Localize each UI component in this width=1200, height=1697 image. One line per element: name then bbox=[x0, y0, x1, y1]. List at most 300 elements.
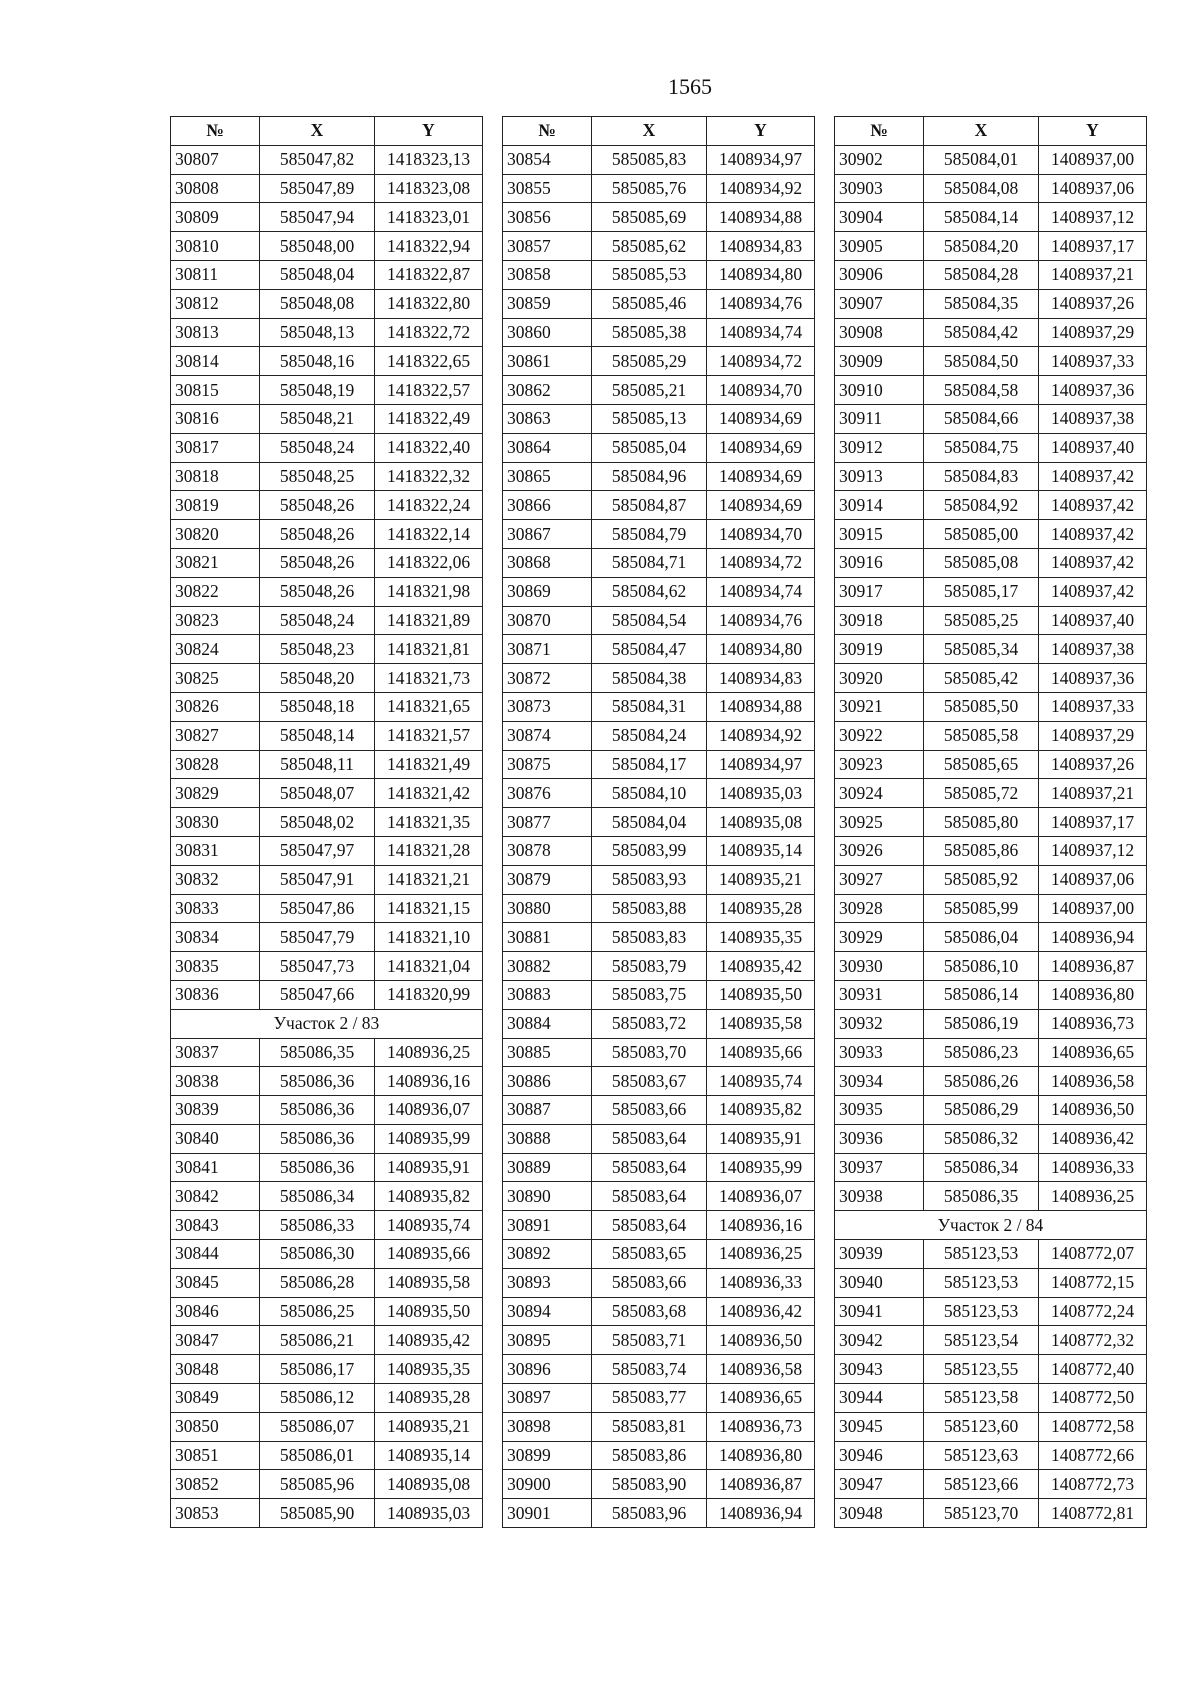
cell-number: 30879 bbox=[503, 865, 592, 894]
cell-number: 30852 bbox=[171, 1470, 260, 1499]
cell-y: 1408935,50 bbox=[707, 980, 815, 1009]
cell-x: 585084,79 bbox=[592, 520, 707, 549]
table-row bbox=[835, 318, 1147, 347]
table-row bbox=[171, 1153, 483, 1182]
cell-number: 30918 bbox=[835, 606, 924, 635]
cell-x: 585085,17 bbox=[924, 577, 1039, 606]
cell-number: 30935 bbox=[835, 1096, 924, 1125]
cell-number: 30833 bbox=[171, 894, 260, 923]
cell-y: 1408934,69 bbox=[707, 433, 815, 462]
cell-x: 585083,65 bbox=[592, 1240, 707, 1269]
cell-number: 30834 bbox=[171, 923, 260, 952]
table-row bbox=[835, 232, 1147, 261]
cell-number: 30858 bbox=[503, 260, 592, 289]
cell-y: 1418322,06 bbox=[375, 548, 483, 577]
cell-y: 1408935,03 bbox=[707, 779, 815, 808]
cell-number: 30841 bbox=[171, 1153, 260, 1182]
cell-x: 585086,23 bbox=[924, 1038, 1039, 1067]
table-row bbox=[503, 836, 815, 865]
cell-number: 30888 bbox=[503, 1124, 592, 1153]
cell-x: 585085,25 bbox=[924, 606, 1039, 635]
cell-number: 30886 bbox=[503, 1067, 592, 1096]
cell-y: 1408935,58 bbox=[707, 1009, 815, 1038]
cell-number: 30927 bbox=[835, 865, 924, 894]
cell-x: 585048,20 bbox=[260, 664, 375, 693]
table-row bbox=[171, 836, 483, 865]
cell-number: 30916 bbox=[835, 548, 924, 577]
cell-x: 585048,24 bbox=[260, 606, 375, 635]
table-row bbox=[171, 808, 483, 837]
table-row bbox=[503, 1326, 815, 1355]
cell-number: 30862 bbox=[503, 376, 592, 405]
table-row bbox=[835, 260, 1147, 289]
table-row bbox=[503, 577, 815, 606]
cell-x: 585085,42 bbox=[924, 664, 1039, 693]
header-number: № bbox=[503, 117, 592, 146]
cell-y: 1408935,82 bbox=[707, 1096, 815, 1125]
cell-number: 30887 bbox=[503, 1096, 592, 1125]
cell-y: 1408936,65 bbox=[707, 1384, 815, 1413]
table-row bbox=[171, 1182, 483, 1211]
cell-x: 585084,28 bbox=[924, 260, 1039, 289]
cell-y: 1408936,33 bbox=[707, 1268, 815, 1297]
cell-x: 585085,13 bbox=[592, 404, 707, 433]
cell-number: 30904 bbox=[835, 203, 924, 232]
table-row bbox=[503, 520, 815, 549]
cell-y: 1408935,82 bbox=[375, 1182, 483, 1211]
cell-number: 30865 bbox=[503, 462, 592, 491]
cell-number: 30892 bbox=[503, 1240, 592, 1269]
table-row bbox=[503, 664, 815, 693]
cell-number: 30864 bbox=[503, 433, 592, 462]
cell-x: 585085,34 bbox=[924, 635, 1039, 664]
table-row bbox=[503, 692, 815, 721]
cell-y: 1418321,73 bbox=[375, 664, 483, 693]
cell-number: 30900 bbox=[503, 1470, 592, 1499]
cell-y: 1418321,35 bbox=[375, 808, 483, 837]
cell-x: 585084,20 bbox=[924, 232, 1039, 261]
table-row bbox=[503, 1182, 815, 1211]
cell-number: 30901 bbox=[503, 1499, 592, 1528]
cell-number: 30938 bbox=[835, 1182, 924, 1211]
table-row bbox=[503, 1009, 815, 1038]
cell-x: 585086,32 bbox=[924, 1124, 1039, 1153]
table-row bbox=[503, 952, 815, 981]
cell-y: 1418322,94 bbox=[375, 232, 483, 261]
cell-y: 1408934,70 bbox=[707, 376, 815, 405]
table-row bbox=[503, 894, 815, 923]
cell-number: 30846 bbox=[171, 1297, 260, 1326]
cell-y: 1408934,83 bbox=[707, 232, 815, 261]
cell-number: 30876 bbox=[503, 779, 592, 808]
cell-x: 585086,01 bbox=[260, 1441, 375, 1470]
cell-number: 30836 bbox=[171, 980, 260, 1009]
table-row bbox=[171, 750, 483, 779]
table-row bbox=[503, 145, 815, 174]
cell-x: 585083,68 bbox=[592, 1297, 707, 1326]
cell-y: 1408936,25 bbox=[1039, 1182, 1147, 1211]
table-row bbox=[171, 865, 483, 894]
table-row bbox=[503, 462, 815, 491]
table-row bbox=[503, 347, 815, 376]
cell-x: 585047,97 bbox=[260, 836, 375, 865]
cell-y: 1408936,50 bbox=[1039, 1096, 1147, 1125]
cell-x: 585048,26 bbox=[260, 520, 375, 549]
cell-y: 1408935,08 bbox=[707, 808, 815, 837]
table-row bbox=[835, 692, 1147, 721]
table-row bbox=[171, 1067, 483, 1096]
cell-x: 585123,70 bbox=[924, 1499, 1039, 1528]
cell-y: 1408935,99 bbox=[707, 1153, 815, 1182]
cell-y: 1408936,25 bbox=[707, 1240, 815, 1269]
cell-x: 585083,83 bbox=[592, 923, 707, 952]
cell-number: 30829 bbox=[171, 779, 260, 808]
table-row bbox=[835, 980, 1147, 1009]
cell-x: 585084,92 bbox=[924, 491, 1039, 520]
cell-y: 1408937,42 bbox=[1039, 491, 1147, 520]
cell-x: 585083,77 bbox=[592, 1384, 707, 1413]
cell-number: 30882 bbox=[503, 952, 592, 981]
cell-number: 30885 bbox=[503, 1038, 592, 1067]
cell-y: 1408935,28 bbox=[375, 1384, 483, 1413]
cell-y: 1408937,36 bbox=[1039, 376, 1147, 405]
page-number: 1565 bbox=[668, 74, 712, 99]
table-row bbox=[503, 1067, 815, 1096]
cell-y: 1408934,80 bbox=[707, 635, 815, 664]
cell-x: 585086,12 bbox=[260, 1384, 375, 1413]
cell-y: 1418322,80 bbox=[375, 289, 483, 318]
cell-x: 585048,26 bbox=[260, 548, 375, 577]
cell-y: 1408935,66 bbox=[707, 1038, 815, 1067]
table-row bbox=[835, 1441, 1147, 1470]
cell-y: 1418322,65 bbox=[375, 347, 483, 376]
cell-number: 30816 bbox=[171, 404, 260, 433]
cell-number: 30891 bbox=[503, 1211, 592, 1240]
cell-number: 30907 bbox=[835, 289, 924, 318]
cell-y: 1418320,99 bbox=[375, 980, 483, 1009]
cell-number: 30860 bbox=[503, 318, 592, 347]
cell-x: 585083,72 bbox=[592, 1009, 707, 1038]
cell-x: 585083,86 bbox=[592, 1441, 707, 1470]
cell-x: 585084,54 bbox=[592, 606, 707, 635]
table-row bbox=[171, 318, 483, 347]
table-row bbox=[503, 779, 815, 808]
cell-x: 585086,07 bbox=[260, 1412, 375, 1441]
cell-y: 1408935,74 bbox=[375, 1211, 483, 1240]
cell-y: 1408937,33 bbox=[1039, 347, 1147, 376]
cell-x: 585085,46 bbox=[592, 289, 707, 318]
table-row bbox=[835, 462, 1147, 491]
cell-number: 30859 bbox=[503, 289, 592, 318]
table-row bbox=[171, 1124, 483, 1153]
cell-number: 30874 bbox=[503, 721, 592, 750]
cell-x: 585048,08 bbox=[260, 289, 375, 318]
cell-x: 585084,42 bbox=[924, 318, 1039, 347]
cell-number: 30941 bbox=[835, 1297, 924, 1326]
cell-number: 30863 bbox=[503, 404, 592, 433]
table-row bbox=[503, 548, 815, 577]
cell-x: 585047,66 bbox=[260, 980, 375, 1009]
cell-y: 1408934,97 bbox=[707, 145, 815, 174]
table-row bbox=[171, 1096, 483, 1125]
cell-number: 30884 bbox=[503, 1009, 592, 1038]
cell-y: 1408936,07 bbox=[375, 1096, 483, 1125]
cell-x: 585123,53 bbox=[924, 1297, 1039, 1326]
cell-y: 1408772,81 bbox=[1039, 1499, 1147, 1528]
cell-number: 30826 bbox=[171, 692, 260, 721]
cell-x: 585085,69 bbox=[592, 203, 707, 232]
table-row bbox=[835, 1182, 1147, 1211]
table-row bbox=[835, 808, 1147, 837]
cell-y: 1408937,00 bbox=[1039, 145, 1147, 174]
cell-number: 30943 bbox=[835, 1355, 924, 1384]
cell-number: 30932 bbox=[835, 1009, 924, 1038]
cell-y: 1418322,49 bbox=[375, 404, 483, 433]
cell-x: 585086,34 bbox=[924, 1153, 1039, 1182]
table-row bbox=[503, 1355, 815, 1384]
cell-y: 1408935,91 bbox=[707, 1124, 815, 1153]
cell-number: 30922 bbox=[835, 721, 924, 750]
cell-y: 1408937,06 bbox=[1039, 174, 1147, 203]
cell-y: 1408935,14 bbox=[375, 1441, 483, 1470]
cell-y: 1408936,25 bbox=[375, 1038, 483, 1067]
cell-number: 30853 bbox=[171, 1499, 260, 1528]
header-x: X bbox=[260, 117, 375, 146]
cell-number: 30818 bbox=[171, 462, 260, 491]
table-row bbox=[835, 1326, 1147, 1355]
cell-y: 1418321,04 bbox=[375, 952, 483, 981]
cell-x: 585086,28 bbox=[260, 1268, 375, 1297]
table-row bbox=[171, 1355, 483, 1384]
cell-x: 585085,58 bbox=[924, 721, 1039, 750]
table-row bbox=[835, 1240, 1147, 1269]
cell-x: 585083,64 bbox=[592, 1211, 707, 1240]
table-row bbox=[503, 923, 815, 952]
cell-x: 585048,25 bbox=[260, 462, 375, 491]
cell-x: 585123,55 bbox=[924, 1355, 1039, 1384]
table-row bbox=[171, 203, 483, 232]
cell-number: 30911 bbox=[835, 404, 924, 433]
cell-number: 30871 bbox=[503, 635, 592, 664]
cell-number: 30808 bbox=[171, 174, 260, 203]
cell-y: 1408936,94 bbox=[1039, 923, 1147, 952]
cell-y: 1408936,58 bbox=[1039, 1067, 1147, 1096]
cell-x: 585084,04 bbox=[592, 808, 707, 837]
table-row bbox=[503, 980, 815, 1009]
cell-x: 585085,65 bbox=[924, 750, 1039, 779]
cell-x: 585085,38 bbox=[592, 318, 707, 347]
cell-y: 1408935,14 bbox=[707, 836, 815, 865]
table-row bbox=[171, 952, 483, 981]
cell-x: 585086,36 bbox=[260, 1067, 375, 1096]
cell-y: 1418322,87 bbox=[375, 260, 483, 289]
cell-number: 30821 bbox=[171, 548, 260, 577]
cell-x: 585085,96 bbox=[260, 1470, 375, 1499]
cell-y: 1408937,21 bbox=[1039, 779, 1147, 808]
cell-number: 30878 bbox=[503, 836, 592, 865]
cell-number: 30838 bbox=[171, 1067, 260, 1096]
cell-number: 30946 bbox=[835, 1441, 924, 1470]
cell-y: 1408937,12 bbox=[1039, 836, 1147, 865]
cell-y: 1408936,58 bbox=[707, 1355, 815, 1384]
cell-number: 30945 bbox=[835, 1412, 924, 1441]
cell-x: 585085,53 bbox=[592, 260, 707, 289]
cell-y: 1418321,57 bbox=[375, 721, 483, 750]
table-row bbox=[835, 520, 1147, 549]
cell-y: 1408772,24 bbox=[1039, 1297, 1147, 1326]
cell-y: 1408934,76 bbox=[707, 606, 815, 635]
cell-y: 1408936,94 bbox=[707, 1499, 815, 1528]
table-row bbox=[503, 1240, 815, 1269]
cell-x: 585123,60 bbox=[924, 1412, 1039, 1441]
cell-x: 585048,24 bbox=[260, 433, 375, 462]
cell-number: 30810 bbox=[171, 232, 260, 261]
table-row bbox=[171, 289, 483, 318]
cell-number: 30867 bbox=[503, 520, 592, 549]
cell-number: 30921 bbox=[835, 692, 924, 721]
table-row bbox=[835, 664, 1147, 693]
cell-number: 30889 bbox=[503, 1153, 592, 1182]
cell-y: 1418322,72 bbox=[375, 318, 483, 347]
cell-number: 30875 bbox=[503, 750, 592, 779]
cell-number: 30842 bbox=[171, 1182, 260, 1211]
cell-number: 30912 bbox=[835, 433, 924, 462]
section-title: Участок 2 / 83 bbox=[171, 1009, 483, 1038]
cell-number: 30873 bbox=[503, 692, 592, 721]
cell-y: 1408935,08 bbox=[375, 1470, 483, 1499]
cell-x: 585048,26 bbox=[260, 491, 375, 520]
cell-number: 30940 bbox=[835, 1268, 924, 1297]
cell-number: 30924 bbox=[835, 779, 924, 808]
cell-x: 585084,83 bbox=[924, 462, 1039, 491]
cell-number: 30931 bbox=[835, 980, 924, 1009]
cell-number: 30906 bbox=[835, 260, 924, 289]
cell-number: 30934 bbox=[835, 1067, 924, 1096]
table-row bbox=[171, 347, 483, 376]
cell-number: 30856 bbox=[503, 203, 592, 232]
cell-number: 30877 bbox=[503, 808, 592, 837]
cell-number: 30861 bbox=[503, 347, 592, 376]
table-row bbox=[835, 635, 1147, 664]
cell-y: 1408772,32 bbox=[1039, 1326, 1147, 1355]
table-row bbox=[171, 232, 483, 261]
table-row bbox=[503, 289, 815, 318]
cell-x: 585047,73 bbox=[260, 952, 375, 981]
cell-y: 1408936,80 bbox=[707, 1441, 815, 1470]
table-row bbox=[835, 923, 1147, 952]
cell-x: 585084,14 bbox=[924, 203, 1039, 232]
cell-x: 585048,07 bbox=[260, 779, 375, 808]
table-row bbox=[503, 433, 815, 462]
cell-x: 585047,86 bbox=[260, 894, 375, 923]
cell-number: 30824 bbox=[171, 635, 260, 664]
cell-x: 585083,96 bbox=[592, 1499, 707, 1528]
cell-x: 585123,63 bbox=[924, 1441, 1039, 1470]
table-row bbox=[503, 1096, 815, 1125]
cell-y: 1408934,72 bbox=[707, 548, 815, 577]
cell-x: 585086,21 bbox=[260, 1326, 375, 1355]
cell-x: 585083,90 bbox=[592, 1470, 707, 1499]
section-row bbox=[171, 1009, 483, 1038]
table-row bbox=[835, 376, 1147, 405]
cell-number: 30855 bbox=[503, 174, 592, 203]
table-row bbox=[835, 606, 1147, 635]
cell-x: 585048,26 bbox=[260, 577, 375, 606]
table-row bbox=[503, 174, 815, 203]
cell-x: 585047,89 bbox=[260, 174, 375, 203]
table-row bbox=[503, 232, 815, 261]
cell-number: 30815 bbox=[171, 376, 260, 405]
cell-y: 1408935,74 bbox=[707, 1067, 815, 1096]
cell-number: 30903 bbox=[835, 174, 924, 203]
cell-number: 30872 bbox=[503, 664, 592, 693]
cell-number: 30933 bbox=[835, 1038, 924, 1067]
cell-y: 1408934,69 bbox=[707, 462, 815, 491]
cell-y: 1408935,42 bbox=[375, 1326, 483, 1355]
cell-x: 585085,92 bbox=[924, 865, 1039, 894]
cell-number: 30908 bbox=[835, 318, 924, 347]
cell-number: 30914 bbox=[835, 491, 924, 520]
cell-number: 30857 bbox=[503, 232, 592, 261]
cell-y: 1408772,58 bbox=[1039, 1412, 1147, 1441]
table-row bbox=[171, 779, 483, 808]
cell-number: 30869 bbox=[503, 577, 592, 606]
table-row bbox=[835, 1067, 1147, 1096]
table-row bbox=[503, 1124, 815, 1153]
cell-y: 1408935,50 bbox=[375, 1297, 483, 1326]
cell-y: 1408936,87 bbox=[707, 1470, 815, 1499]
cell-x: 585086,36 bbox=[260, 1124, 375, 1153]
table-row bbox=[835, 721, 1147, 750]
cell-y: 1408937,26 bbox=[1039, 289, 1147, 318]
table-row bbox=[835, 1470, 1147, 1499]
table-row bbox=[835, 433, 1147, 462]
cell-y: 1408934,83 bbox=[707, 664, 815, 693]
cell-x: 585086,30 bbox=[260, 1240, 375, 1269]
cell-y: 1408934,92 bbox=[707, 174, 815, 203]
cell-x: 585083,67 bbox=[592, 1067, 707, 1096]
table-row bbox=[171, 1384, 483, 1413]
cell-number: 30920 bbox=[835, 664, 924, 693]
cell-x: 585086,26 bbox=[924, 1067, 1039, 1096]
cell-number: 30811 bbox=[171, 260, 260, 289]
cell-number: 30913 bbox=[835, 462, 924, 491]
cell-x: 585085,29 bbox=[592, 347, 707, 376]
cell-number: 30814 bbox=[171, 347, 260, 376]
table-row bbox=[171, 520, 483, 549]
header-row bbox=[835, 117, 1147, 146]
cell-x: 585123,66 bbox=[924, 1470, 1039, 1499]
table-row bbox=[835, 1268, 1147, 1297]
table-row bbox=[835, 836, 1147, 865]
cell-x: 585083,81 bbox=[592, 1412, 707, 1441]
table-row bbox=[171, 1038, 483, 1067]
cell-x: 585083,79 bbox=[592, 952, 707, 981]
table-row bbox=[835, 1009, 1147, 1038]
cell-number: 30942 bbox=[835, 1326, 924, 1355]
table-row bbox=[171, 1240, 483, 1269]
cell-y: 1408934,74 bbox=[707, 318, 815, 347]
cell-x: 585085,80 bbox=[924, 808, 1039, 837]
table-row bbox=[835, 1297, 1147, 1326]
table-row bbox=[503, 1153, 815, 1182]
cell-number: 30909 bbox=[835, 347, 924, 376]
table-row bbox=[835, 1153, 1147, 1182]
cell-y: 1418323,01 bbox=[375, 203, 483, 232]
cell-number: 30830 bbox=[171, 808, 260, 837]
cell-y: 1408935,21 bbox=[375, 1412, 483, 1441]
cell-x: 585084,01 bbox=[924, 145, 1039, 174]
